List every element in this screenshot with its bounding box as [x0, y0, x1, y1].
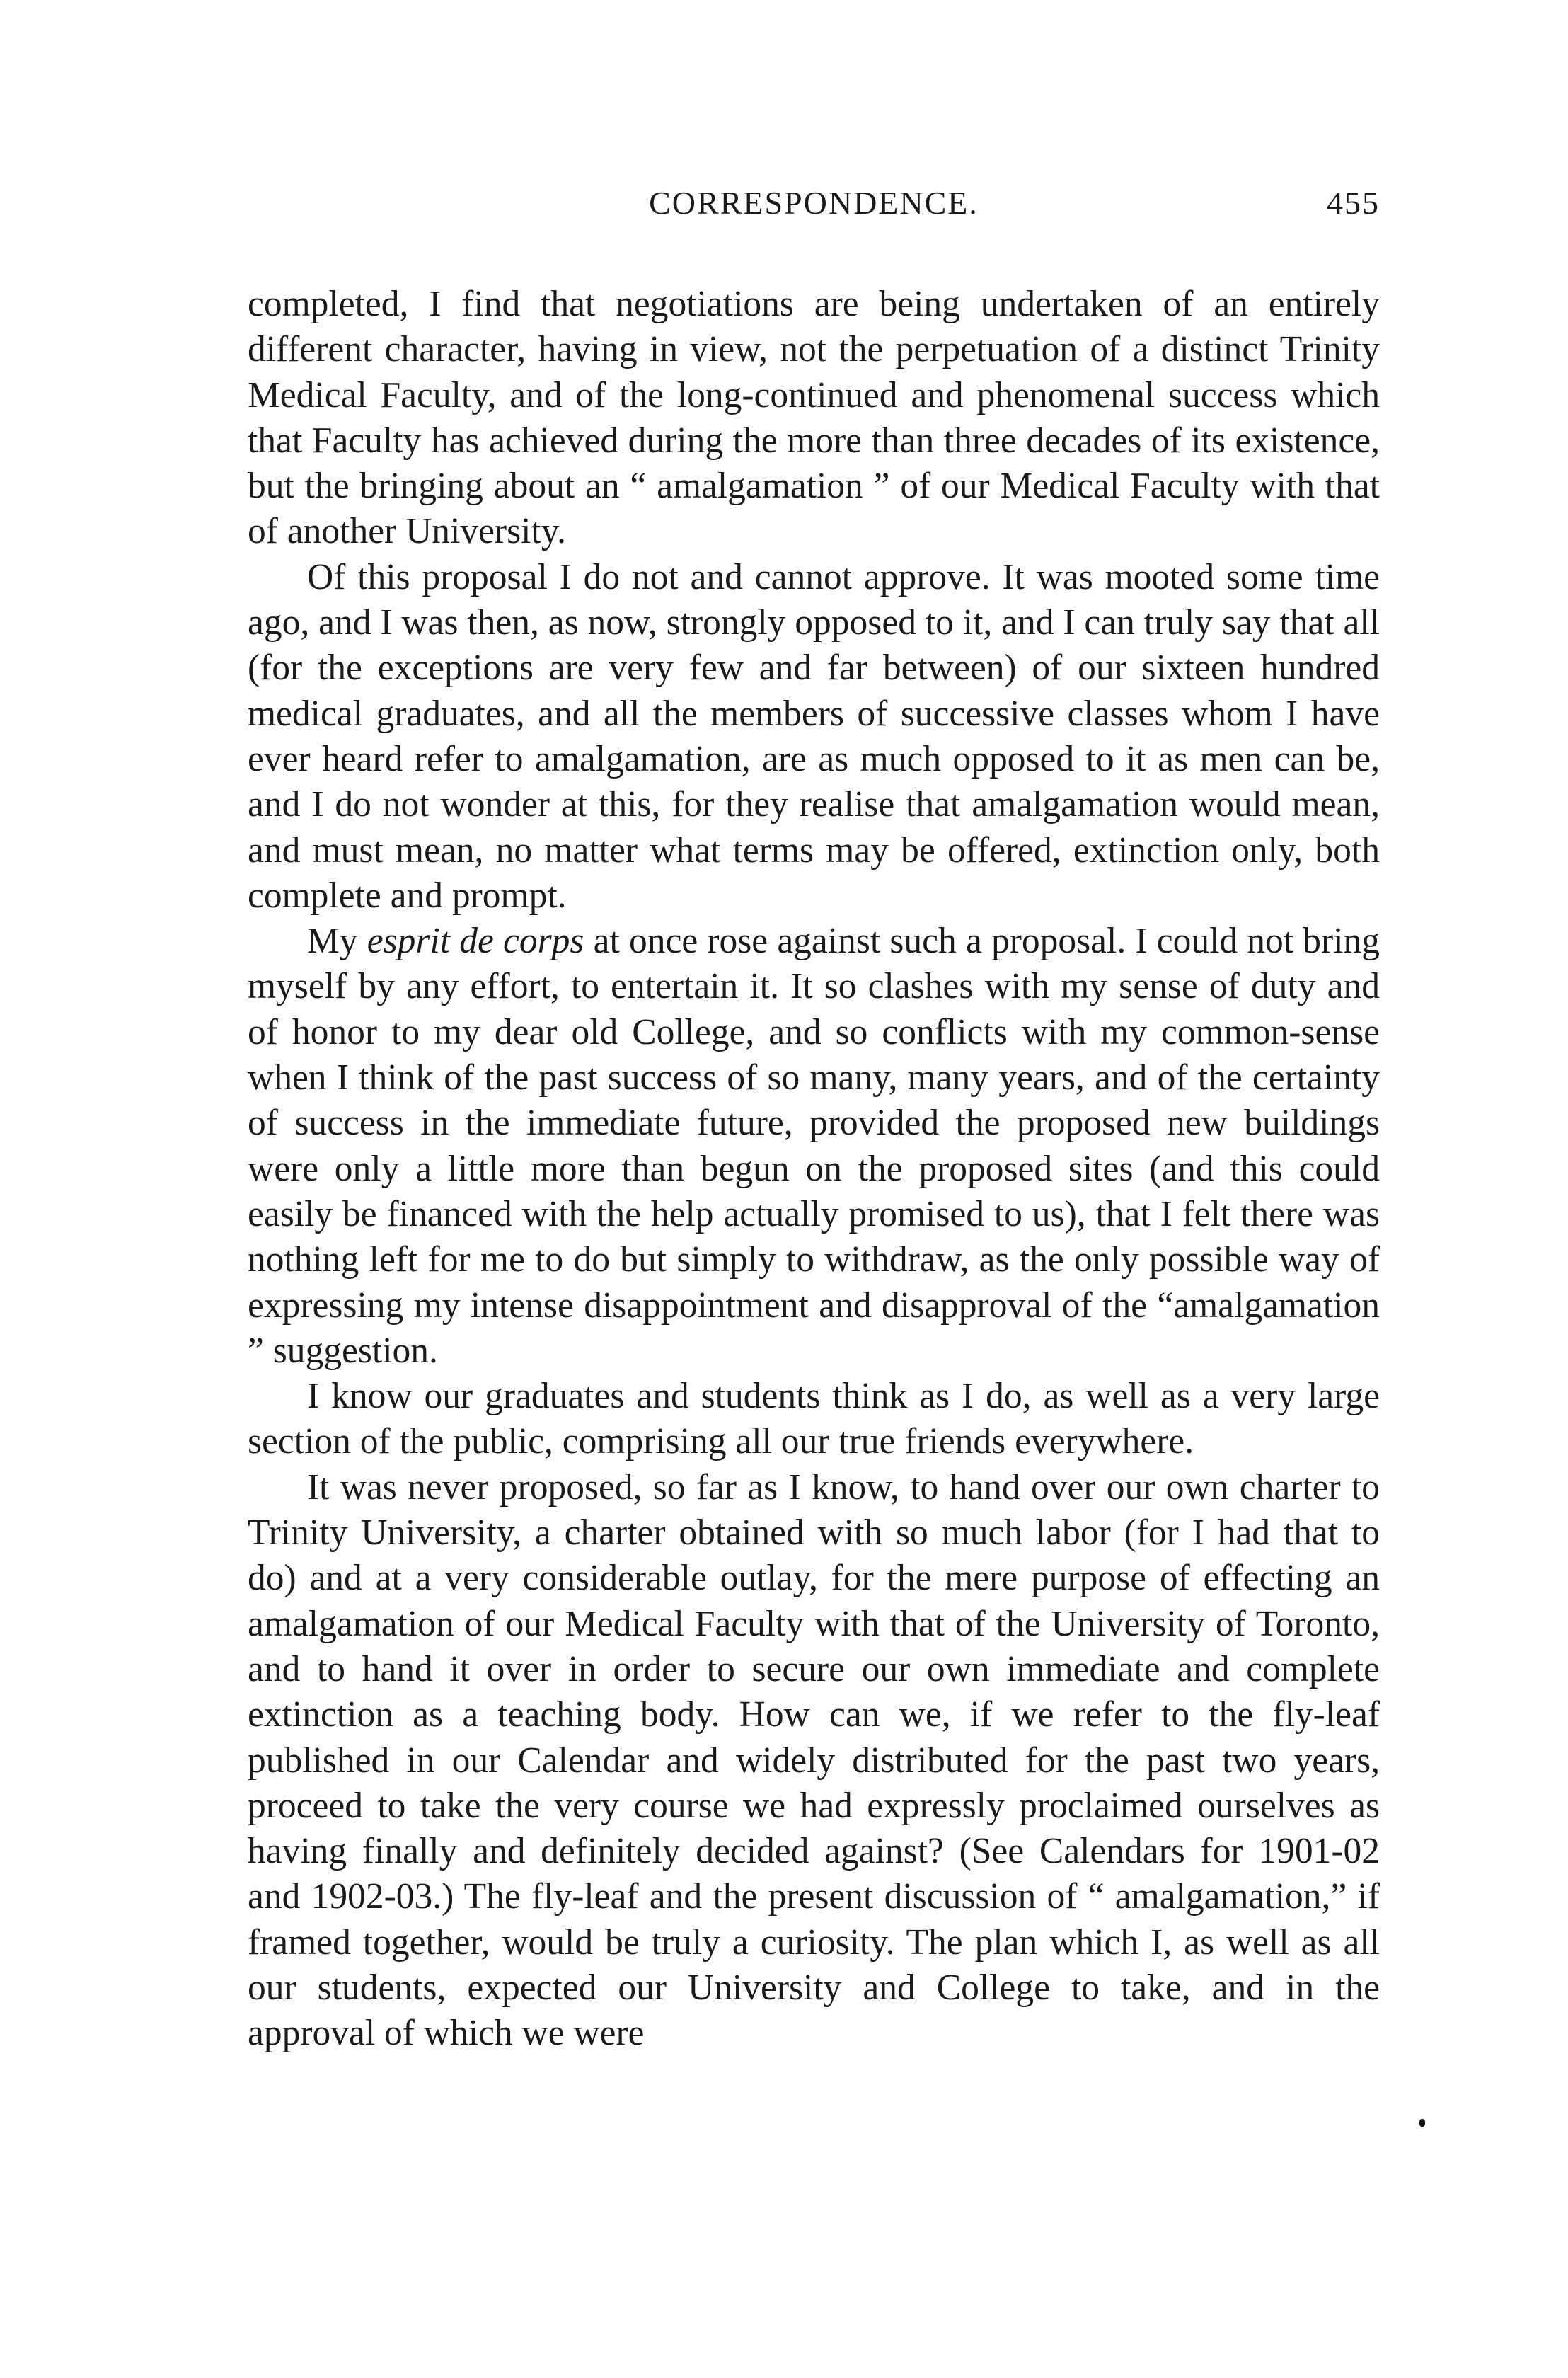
paragraph-5: It was never proposed, so far as I know, to hand over our own charter to Trinity University, a charter obtained with so much labor (for I had that to do) and at a very considerable outlay, for the mere purpose of effecting an amalgamation of our Medical Faculty with that of the University of Toronto, and to hand it over in order to secure our own immediate and complete extinction as a teaching body. How can we, if we refer to the fly-leaf published in our Calendar and widely distributed for the past two years, proceed to take the very course we had expressly proclaimed ourselves as having finally and definitely decided against? (See Calendars for 1901-02 and 1902-03.) The fly-leaf and the present discussion of “ amalgamation,” if framed together, would be truly a curiosity. The plan which I, as well as all our students, expected our University and College to take, and in the approval of which we were — [248, 1466, 1380, 2054]
paragraph-3-rest: at once rose against such a proposal. I could not bring myself by any effort, to entertain it. It so clashes with my sense of duty and of honor to my dear old College, and so conflicts with my common-sense when I think of the past success of so many, many years, and of the certainty of success in the immediate future, provided the proposed new buildings were only a little more than begun on the proposed sites (and this could easily be financed with the help actually promised to us), that I felt there was nothing left for me to do but simply to withdraw, as the only possible way of expressing my intense disappointment and disapproval of the “amalgamation ” suggestion. — [248, 921, 1380, 1371]
ink-speck — [1419, 2119, 1425, 2127]
paragraph-1: completed, I find that negotiations are being undertaken of an entirely different character, having in view, not the perpetuation of a distinct Trinity Medical Faculty, and of the long-continued and phenomenal success which that Faculty has achieved during the more than three decades of its existence, but the bringing about an “ amalgamation ” of our Medical Faculty with that of another University. — [248, 284, 1380, 552]
body-text — [248, 282, 1380, 2057]
paragraph-2: Of this proposal I do not and cannot approve. It was mooted some time ago, and I was then, as now, strongly opposed to it, and I can truly say that all (for the exceptions are very few and far between) of our sixteen hundred medical graduates, and all the members of successive classes whom I have ever heard refer to amalgamation, are as much opposed to it as men can be, and I do not wonder at this, for they realise that amalgamation would mean, and must mean, no matter what terms may be offered, extinction only, both complete and prompt. — [248, 556, 1380, 916]
paragraph-3 — [248, 919, 1380, 1374]
paragraph-3-opening: My — [307, 921, 367, 962]
document-page — [248, 184, 1380, 2057]
paragraph-3-emphasis: esprit de corps — [367, 921, 584, 962]
paragraph-4: I know our graduates and students think as I do, as well as a very large section of the public, comprising all our true friends everywhere. — [248, 1376, 1380, 1462]
running-title: CORRESPONDENCE. — [649, 185, 979, 221]
running-head — [248, 184, 1380, 241]
page-number: 455 — [1327, 185, 1380, 221]
